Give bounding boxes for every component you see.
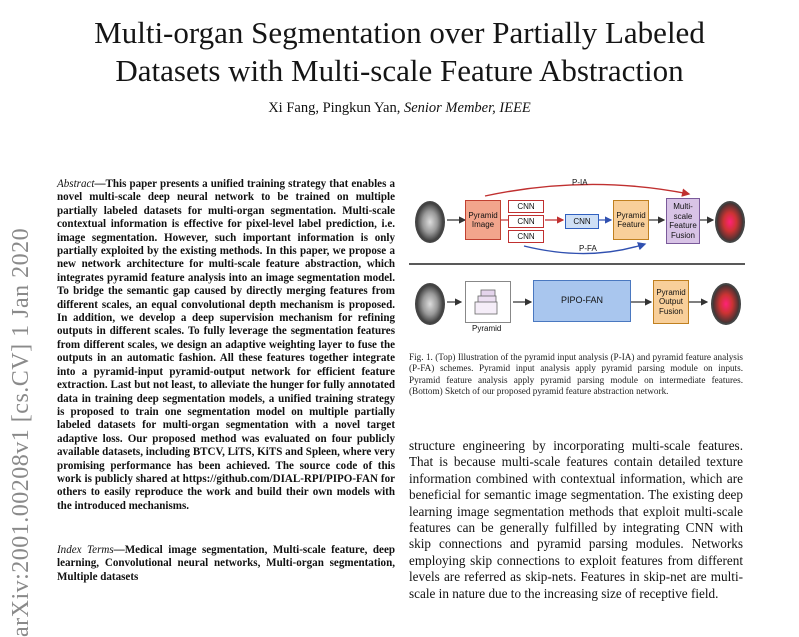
- figure-1: [409, 176, 745, 348]
- author-line: [0, 100, 799, 117]
- index-terms-lead: Index Terms: [57, 544, 114, 556]
- pfa-label: P-FA: [579, 244, 597, 253]
- pyramid-box: [465, 281, 511, 323]
- multiscale-fusion-label: Multi-scale Feature Fusion: [669, 202, 697, 240]
- cnn-box-1: [508, 200, 544, 213]
- paper-title: [40, 14, 759, 90]
- pyramid-image-box: [465, 200, 501, 240]
- multiscale-fusion-box: [666, 198, 700, 244]
- author-names: Xi Fang, Pingkun Yan,: [268, 100, 401, 116]
- title-line-2: Datasets with Multi-scale Feature Abstraction: [115, 53, 684, 88]
- pipo-fan-box: [533, 280, 631, 322]
- pipo-fan-label: PIPO-FAN: [560, 295, 603, 306]
- cnn-label-2: CNN: [517, 216, 535, 226]
- pyramid-output-fusion-box: [653, 280, 689, 324]
- cnn-box-2: [508, 215, 544, 228]
- arxiv-identifier: arXiv:2001.00208v1 [cs.CV] 1 Jan 2020: [8, 227, 34, 637]
- figure-caption: Fig. 1. (Top) Illustration of the pyramid input analysis (P-IA) and pyramid feature analysis (P-FA) schemes. Pyramid input analysis apply pyramid parsing module on inputs. Pyramid feature analysis apply pyramid parsing module on intermediate features. (Bottom) Sketch of our proposed pyramid feature abstraction network.: [409, 352, 743, 397]
- pyramid-stack-icon: [473, 288, 503, 316]
- cnn-label-1: CNN: [517, 201, 535, 211]
- ct-scan-input-icon: [415, 201, 445, 243]
- pyramid-label: Pyramid: [472, 324, 502, 333]
- cnn-label-3: CNN: [517, 231, 535, 241]
- title-line-1: Multi-organ Segmentation over Partially Labeled: [94, 15, 705, 50]
- ct-scan-input-bottom-icon: [415, 283, 445, 325]
- ct-scan-output-bottom-icon: [711, 283, 741, 325]
- abstract: [57, 178, 395, 513]
- author-role: Senior Member, IEEE: [403, 100, 531, 116]
- cnn-box-3: [508, 230, 544, 243]
- pyramid-output-fusion-label: Pyramid Output Fusion: [656, 287, 686, 316]
- pyramid-image-label: Pyramid Image: [468, 210, 498, 229]
- cnn-box-fa: [565, 214, 599, 229]
- abstract-lead: Abstract: [57, 178, 95, 190]
- pia-label: P-IA: [572, 178, 588, 187]
- cnn-label-fa: CNN: [573, 216, 591, 226]
- abstract-text: —This paper presents a unified training strategy that enables a novel multi-scale deep neural network to be trained on multiple partially labeled datasets for multi-organ segmentation. Multi-scale contextual information is effective for pixel-level label prediction, i.e. image segmentation. However, such important information is only partially exploited by the existing methods. In this paper, we propose a new network architecture for multi-scale feature abstraction, which integrates pyramid feature analysis into an image segmentation model. To bridge the semantic gap caused by directly merging features from different scales, an equal convolutional depth mechanism is proposed. In addition, we develop a deep supervision mechanism for refining outputs in different scales. To fully leverage the segmentation features from different scales, we design an adaptive weighting layer to fuse the outputs in an automatic fashion. All these features together integrate into a pyramid-input pyramid-output network for efficient feature extraction. Last but not least, to alleviate the hunger for fully annotated data in training deep segmentation models, a unified training strategy is proposed to train one segmentation model on multiple partially labeled datasets for multi-organ segmentation with a novel target adaptive loss. Our proposed method was evaluated on four publicly available datasets, including BTCV, LiTS, KiTS and Spleen, where very promising performance has been achieved. The source code of this work is publicly shared at https://github.com/DIAL-RPI/PIPO-FAN for others to easily reproduce the work and build their own models with the introduced mechanisms.: [57, 178, 395, 512]
- pyramid-feature-box: [613, 200, 649, 240]
- ct-scan-output-icon: [715, 201, 745, 243]
- index-terms: [57, 544, 395, 584]
- body-paragraph: structure engineering by incorporating multi-scale features. That is because multi-scale features contain detailed texture information combined with contextual information, which are beneficial for semantic image segmentation. The existing deep learning image segmentation methods that exploit multi-scale features can be generally fulfilled by integrating CNN with skip connections and pyramid parsing modules. Networks employing skip connections to exploit features from different levels are referred as skip-nets. Features in skip-net are multi-scale in nature due to the increasing size of receptive field.: [409, 438, 743, 601]
- pyramid-feature-label: Pyramid Feature: [616, 210, 646, 229]
- index-terms-text: —Medical image segmentation, Multi-scale feature, deep learning, Convolutional neural networks, Multi-organ segmentation, Multiple datasets: [57, 544, 396, 583]
